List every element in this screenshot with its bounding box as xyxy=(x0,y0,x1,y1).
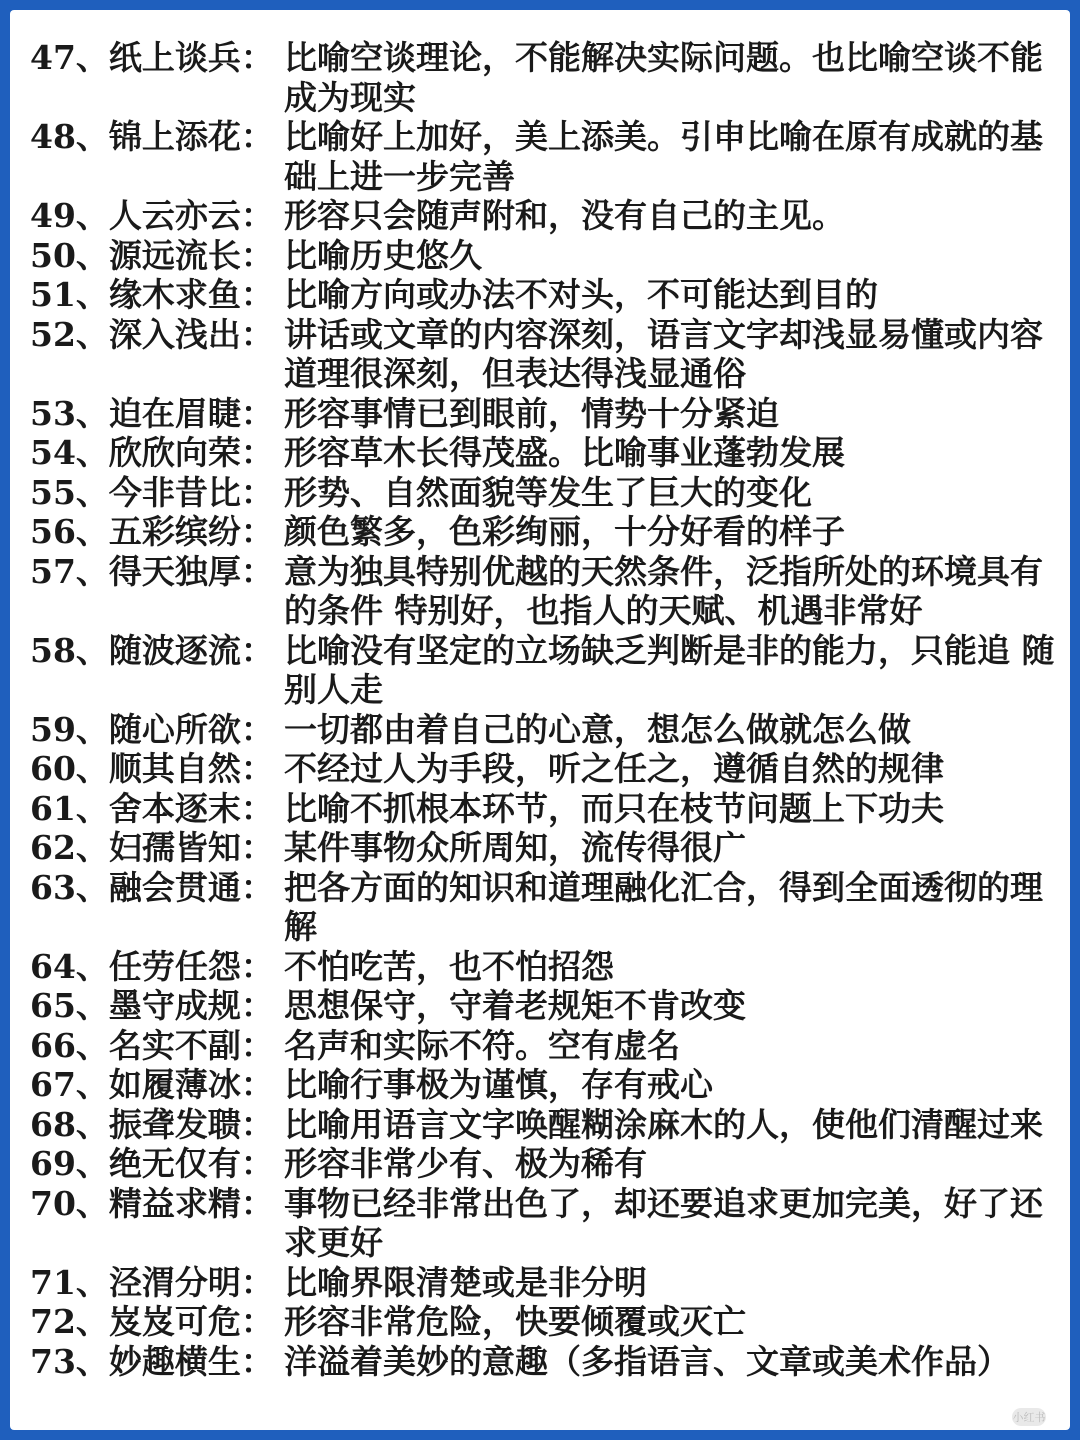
idiom-term: 58、随波逐流： xyxy=(30,630,274,670)
idiom-definition: 形势、自然面貌等发生了巨大的变化 xyxy=(284,472,812,512)
idiom-definition: 比喻方向或办法不对头，不可能达到目的 xyxy=(284,275,878,314)
idiom-definition: 比喻界限清楚或是非分明 xyxy=(284,1262,647,1302)
list-item xyxy=(30,947,1060,987)
idiom-term: 71、泾渭分明： xyxy=(30,1262,274,1302)
idiom-definition: 颜色繁多，色彩绚丽，十分好看的样子 xyxy=(284,512,845,551)
idiom-definition: 思想保守，守着老规矩不肯改变 xyxy=(284,986,746,1025)
list-item xyxy=(30,1302,1060,1342)
idiom-term: 70、精益求精： xyxy=(30,1183,274,1223)
idiom-definition: 形容事情已到眼前，情势十分紧迫 xyxy=(284,393,779,433)
idiom-definition: 比喻历史悠久 xyxy=(284,235,482,275)
idiom-definition: 一切都由着自己的心意，想怎么做就怎么做 xyxy=(284,709,911,749)
idiom-term: 65、墨守成规： xyxy=(30,986,274,1025)
list-item xyxy=(30,196,1060,236)
idiom-term: 53、迫在眉睫： xyxy=(30,393,274,433)
idiom-definition: 比喻行事极为谨慎，存有戒心 xyxy=(284,1065,713,1104)
list-item xyxy=(30,828,1060,868)
idiom-term: 68、振聋发聩： xyxy=(30,1104,274,1144)
idiom-term: 49、人云亦云： xyxy=(30,196,274,235)
list-item xyxy=(30,1065,1060,1105)
idiom-list xyxy=(30,38,1060,1381)
list-item xyxy=(30,473,1060,513)
idiom-term: 55、今非昔比： xyxy=(30,472,274,512)
idiom-definition: 比喻没有坚定的立场缺乏判断是非的能力，只能追 随别人走 xyxy=(284,630,1055,709)
idiom-definition: 事物已经非常出色了，却还要追求更加完美，好了还求更好 xyxy=(284,1183,1043,1262)
list-item xyxy=(30,1105,1060,1145)
idiom-definition: 比喻好上加好，美上添美。引申比喻在原有成就的基础上进一步完善 xyxy=(284,117,1043,196)
list-item xyxy=(30,1263,1060,1303)
idiom-definition: 形容非常危险，快要倾覆或灭亡 xyxy=(284,1302,746,1341)
idiom-definition: 不怕吃苦，也不怕招怨 xyxy=(284,946,614,986)
idiom-definition: 名声和实际不符。空有虚名 xyxy=(284,1025,680,1065)
list-item xyxy=(30,236,1060,276)
idiom-definition: 某件事物众所周知，流传得很广 xyxy=(284,828,746,867)
page-card xyxy=(10,10,1070,1430)
idiom-definition: 形容草木长得茂盛。比喻事业蓬勃发展 xyxy=(284,433,845,472)
list-item xyxy=(30,789,1060,829)
idiom-definition: 比喻空谈理论，不能解决实际问题。也比喻空谈不能成为现实 xyxy=(284,38,1043,117)
idiom-term: 54、欣欣向荣： xyxy=(30,433,274,472)
idiom-term: 73、妙趣横生： xyxy=(30,1341,274,1381)
watermark-badge: 小红书 xyxy=(1012,1408,1046,1426)
idiom-term: 59、随心所欲： xyxy=(30,709,274,749)
idiom-term: 67、如履薄冰： xyxy=(30,1065,274,1104)
list-item xyxy=(30,749,1060,789)
list-item xyxy=(30,512,1060,552)
idiom-term: 47、纸上谈兵： xyxy=(30,38,274,77)
list-item xyxy=(30,1026,1060,1066)
idiom-definition: 洋溢着美妙的意趣（多指语言、文章或美术作品） xyxy=(284,1341,1010,1381)
list-item xyxy=(30,117,1060,196)
list-item xyxy=(30,394,1060,434)
idiom-term: 56、五彩缤纷： xyxy=(30,512,274,551)
list-item xyxy=(30,38,1060,117)
list-item xyxy=(30,986,1060,1026)
idiom-term: 57、得天独厚： xyxy=(30,551,274,591)
list-item xyxy=(30,315,1060,394)
idiom-term: 48、锦上添花： xyxy=(30,117,274,156)
list-item xyxy=(30,433,1060,473)
idiom-definition: 比喻不抓根本环节，而只在枝节问题上下功夫 xyxy=(284,788,944,828)
idiom-definition: 比喻用语言文字唤醒糊涂麻木的人，使他们清醒过来 xyxy=(284,1104,1043,1144)
idiom-term: 61、舍本逐末： xyxy=(30,788,274,828)
idiom-definition: 意为独具特别优越的天然条件，泛指所处的环境具有的条件 特别好，也指人的天赋、机遇非常好 xyxy=(284,551,1043,630)
idiom-definition: 形容只会随声附和，没有自己的主见。 xyxy=(284,196,845,235)
idiom-term: 62、妇孺皆知： xyxy=(30,828,274,867)
list-item xyxy=(30,1342,1060,1382)
idiom-definition: 讲话或文章的内容深刻，语言文字却浅显易懂或内容道理很深刻，但表达得浅显通俗 xyxy=(284,314,1043,393)
list-item xyxy=(30,275,1060,315)
list-item xyxy=(30,1144,1060,1184)
list-item xyxy=(30,868,1060,947)
idiom-definition: 不经过人为手段，听之任之，遵循自然的规律 xyxy=(284,749,944,788)
list-item xyxy=(30,710,1060,750)
idiom-definition: 把各方面的知识和道理融化汇合，得到全面透彻的理解 xyxy=(284,867,1043,946)
idiom-definition: 形容非常少有、极为稀有 xyxy=(284,1144,647,1183)
idiom-term: 60、顺其自然： xyxy=(30,749,274,788)
idiom-term: 50、源远流长： xyxy=(30,235,274,275)
list-item xyxy=(30,1184,1060,1263)
idiom-term: 63、融会贯通： xyxy=(30,867,274,907)
idiom-term: 52、深入浅出： xyxy=(30,314,274,354)
list-item xyxy=(30,631,1060,710)
idiom-term: 69、绝无仅有： xyxy=(30,1144,274,1183)
list-item xyxy=(30,552,1060,631)
idiom-term: 51、缘木求鱼： xyxy=(30,275,274,314)
idiom-term: 72、岌岌可危： xyxy=(30,1302,274,1341)
idiom-term: 66、名实不副： xyxy=(30,1025,274,1065)
idiom-term: 64、任劳任怨： xyxy=(30,946,274,986)
